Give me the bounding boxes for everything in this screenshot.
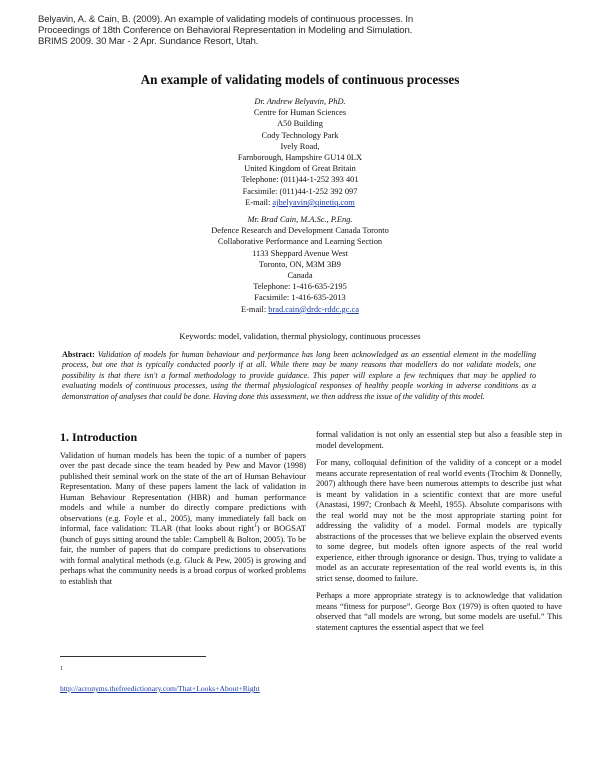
author-affiliation-line: Toronto, ON, M3M 3B9 <box>258 259 341 269</box>
author-email-link[interactable]: brad.cain@drdc-rddc.gc.ca <box>268 304 359 314</box>
author-name: Mr. Brad Cain, M.A.Sc., P.Eng. <box>247 215 353 224</box>
author-affiliation-line: Telephone: (011)44-1-252 393 401 <box>241 175 359 185</box>
author-email-line <box>0 304 600 315</box>
author-affiliation-line: Facsimile: (011)44-1-252 392 097 <box>242 186 358 196</box>
author-affiliation-line: Canada <box>287 271 313 281</box>
citation-line: BRIMS 2009. 30 Mar - 2 Apr. Sundance Resort, Utah. <box>38 36 259 48</box>
footnote-link[interactable]: http://acronyms.thefreedictionary.com/That+Looks+About+Right <box>60 684 260 693</box>
citation-header <box>38 14 578 48</box>
citation-line: Belyavin, A. & Cain, B. (2009). An example of validating models of continuous processes. In <box>38 14 414 25</box>
citation-line: Proceedings of 18th Conference on Behavioral Representation in Modeling and Simulation. <box>38 25 413 37</box>
author-affiliation-line: United Kingdom of Great Britain <box>244 164 356 174</box>
footnote-divider <box>60 656 206 657</box>
footnote-reference[interactable]: 1 <box>254 523 257 530</box>
author-affiliation-line: Collaborative Performance and Learning Section <box>217 237 383 247</box>
body-paragraph <box>60 451 306 588</box>
abstract-text: Validation of models for human behaviour and performance has long been acknowledged as an essential element in the modelling process, but one that is typically conducted poorly if at all. While there may be many reasons that modellers do not validate models, one possibility is that there isn't a formal methodology to provide guidance. This paper will explore a few techniques that may be applied to evaluating models of continuous processes, using the thermal physiological responses of healthy people working in adverse conditions as a demonstration of analyses that could be done. Having done this assessment, we then address the issue of the validity of this model. <box>62 350 536 401</box>
keywords: Keywords: model, validation, thermal physiology, continuous processes <box>179 332 421 341</box>
author-block-2 <box>0 214 600 315</box>
author-block-1 <box>0 96 600 208</box>
right-column <box>316 430 562 640</box>
abstract-label: Abstract: <box>62 350 95 359</box>
email-label: E-mail: <box>241 304 269 314</box>
author-affiliation-line: Ively Road, <box>280 141 320 151</box>
author-affiliation-line: Farnborough, Hampshire GU14 0LX <box>237 153 363 163</box>
email-label: E-mail: <box>245 197 273 207</box>
author-affiliation-line: Facsimile: 1-416-635-2013 <box>254 293 346 303</box>
paper-title: An example of validating models of continuous processes <box>140 72 460 87</box>
author-affiliation-line: Telephone: 1-416-635-2195 <box>253 282 347 292</box>
footnote-mark: 1 <box>60 666 63 672</box>
paragraph-text: Validation of human models has been the topic of a number of papers over the past decade since the team headed by Pew and Mavor (1998) published their seminal work on the state of the art of Human Behaviour Representation. Many of these papers lament the lack of validation in Human Behaviour Representation (HBR) and human performance models and while a number do directly compare predictions with observations (e.g. Foyle et al., 2005), many immediately fall back on informal, face validation: TLAR (that looks about right <box>60 450 306 533</box>
author-affiliation-line: Defence Research and Development Canada Toronto <box>211 226 389 236</box>
body-paragraph: Perhaps a more appropriate strategy is to acknowledge that validation means “fitness for purpose”. George Box (1979) is often quoted to have observed that “all models are wrong, but some models are useful.” This statement captures the essential aspect that we feel <box>316 591 562 632</box>
author-affiliation-line: 1133 Sheppard Avenue West <box>252 248 348 258</box>
author-affiliation-line: Centre for Human Sciences <box>253 108 347 118</box>
author-email-link[interactable]: ajbelyavin@qinetiq.com <box>272 197 355 207</box>
footnote <box>60 664 290 694</box>
left-column <box>60 432 306 594</box>
author-affiliation-line: Cody Technology Park <box>261 130 339 140</box>
body-paragraph: For many, colloquial definition of the validity of a concept or a model means accurate representation of real world events (Trochim & Donnelly, 2007) although there have been numerous attempts to describe just what is meant by validation in a scientific context that are more useful (Anastasi, 1997; Cronbach & Meehl, 1955). Absolute comparisons with the real world may not be the most appropriate starting point for addressing the validity of a model. Formal models are typically abstractions of the processes that we believe explain the observed events to some degree, but models often ignore aspects of the real world experience, either through ignorance or design. Thus, trying to validate a model as an accurate representation of the real world events is, in this strict sense, doomed to failure. <box>316 458 562 583</box>
author-name: Dr. Andrew Belyavin, PhD. <box>254 97 346 106</box>
abstract <box>62 350 536 402</box>
paragraph-text: ) or BOGSAT (bunch of guys sitting around the table: Campbell & Bolton, 2005). To be fair, the number of papers that do compare predictions to observations with formal analytical methods (e.g. Gluck & Pew, 2005) is growing and perhaps what the community needs is a broad corpus of worked problems to establish that <box>60 524 306 586</box>
author-affiliation-line: A50 Building <box>277 119 323 129</box>
body-paragraph: formal validation is not only an essential step but also a feasible step in model development. <box>316 430 562 450</box>
section-heading: 1. Introduction <box>60 430 138 444</box>
author-email-line <box>0 197 600 208</box>
